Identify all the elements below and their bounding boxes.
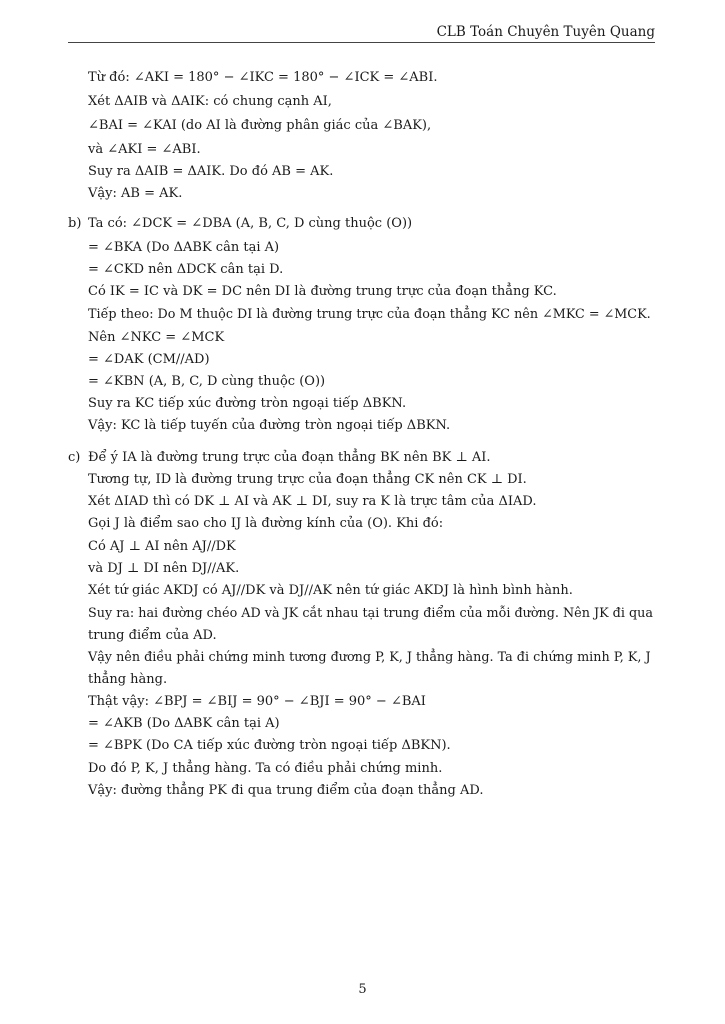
text-line: ∠BAI = ∠KAI (do AI là đường phân giác của ∠BAK), <box>88 118 432 133</box>
text-line: trung điểm của AD. <box>88 628 217 643</box>
page-number: 5 <box>358 982 367 997</box>
text-line: Có AJ ⊥ AI nên AJ//DK <box>88 539 236 554</box>
text-line: Tiếp theo: Do M thuộc DI là đường trung trực của đoạn thẳng KC nên ∠MKC = ∠MCK. <box>88 307 651 322</box>
text-line: Vậy: KC là tiếp tuyến của đường tròn ngoại tiếp ΔBKN. <box>88 418 451 433</box>
text-line: Xét tứ giác AKDJ có AJ//DK và DJ//AK nên tứ giác AKDJ là hình bình hành. <box>88 583 573 598</box>
text-line: Suy ra ΔAIB = ΔAIK. Do đó AB = AK. <box>88 164 334 179</box>
text-line: Xét ΔAIB và ΔAIK: có chung cạnh AI, <box>88 94 332 109</box>
text-line: Ta có: ∠DCK = ∠DBA (A, B, C, D cùng thuộc (O)) <box>88 216 413 231</box>
text-line: = ∠DAK (CM//AD) <box>88 352 210 367</box>
text-line: Tương tự, ID là đường trung trực của đoạn thẳng CK nên CK ⊥ DI. <box>88 472 527 487</box>
text-line: Suy ra: hai đường chéo AD và JK cắt nhau tại trung điểm của mỗi đường. Nên JK đi qua <box>88 606 653 621</box>
text-line: Từ đó: ∠AKI = 180° − ∠IKC = 180° − ∠ICK = ∠ABI. <box>88 70 438 85</box>
text-line: Nên ∠NKC = ∠MCK <box>88 330 225 345</box>
text-line: Gọi J là điểm sao cho IJ là đường kính của (O). Khi đó: <box>88 516 444 531</box>
text-line: Xét ΔIAD thì có DK ⊥ AI và AK ⊥ DI, suy ra K là trực tâm của ΔIAD. <box>88 494 537 509</box>
header-title: CLB Toán Chuyên Tuyên Quang <box>436 24 655 40</box>
text-line: Để ý IA là đường trung trực của đoạn thẳng BK nên BK ⊥ AI. <box>88 450 491 465</box>
text-line: và ∠AKI = ∠ABI. <box>88 142 201 157</box>
text-line: Có IK = IC và DK = DC nên DI là đường trung trực của đoạn thẳng KC. <box>88 284 557 299</box>
text-line: Vậy: đường thẳng PK đi qua trung điểm của đoạn thẳng AD. <box>88 783 484 798</box>
part-b-label: b) <box>68 216 82 231</box>
text-line: Do đó P, K, J thẳng hàng. Ta có điều phải chứng minh. <box>88 761 443 776</box>
text-line: = ∠AKB (Do ΔABK cân tại A) <box>88 716 280 731</box>
text-line: Vậy: AB = AK. <box>88 186 183 201</box>
text-line: Vậy nên điều phải chứng minh tương đương P, K, J thẳng hàng. Ta đi chứng minh P, K, J <box>88 650 651 665</box>
text-line: = ∠CKD nên ΔDCK cân tại D. <box>88 262 284 277</box>
text-line: thẳng hàng. <box>88 672 168 687</box>
text-line: = ∠KBN (A, B, C, D cùng thuộc (O)) <box>88 374 326 389</box>
text-line: Suy ra KC tiếp xúc đường tròn ngoại tiếp ΔBKN. <box>88 396 407 411</box>
part-c-label: c) <box>68 450 81 465</box>
text-line: và DJ ⊥ DI nên DJ//AK. <box>88 561 240 576</box>
text-line: Thật vậy: ∠BPJ = ∠BIJ = 90° − ∠BJI = 90° − ∠BAI <box>88 694 426 709</box>
text-line: = ∠BKA (Do ΔABK cân tại A) <box>88 240 280 255</box>
page-header <box>68 22 655 43</box>
text-line: = ∠BPK (Do CA tiếp xúc đường tròn ngoại tiếp ΔBKN). <box>88 738 451 753</box>
